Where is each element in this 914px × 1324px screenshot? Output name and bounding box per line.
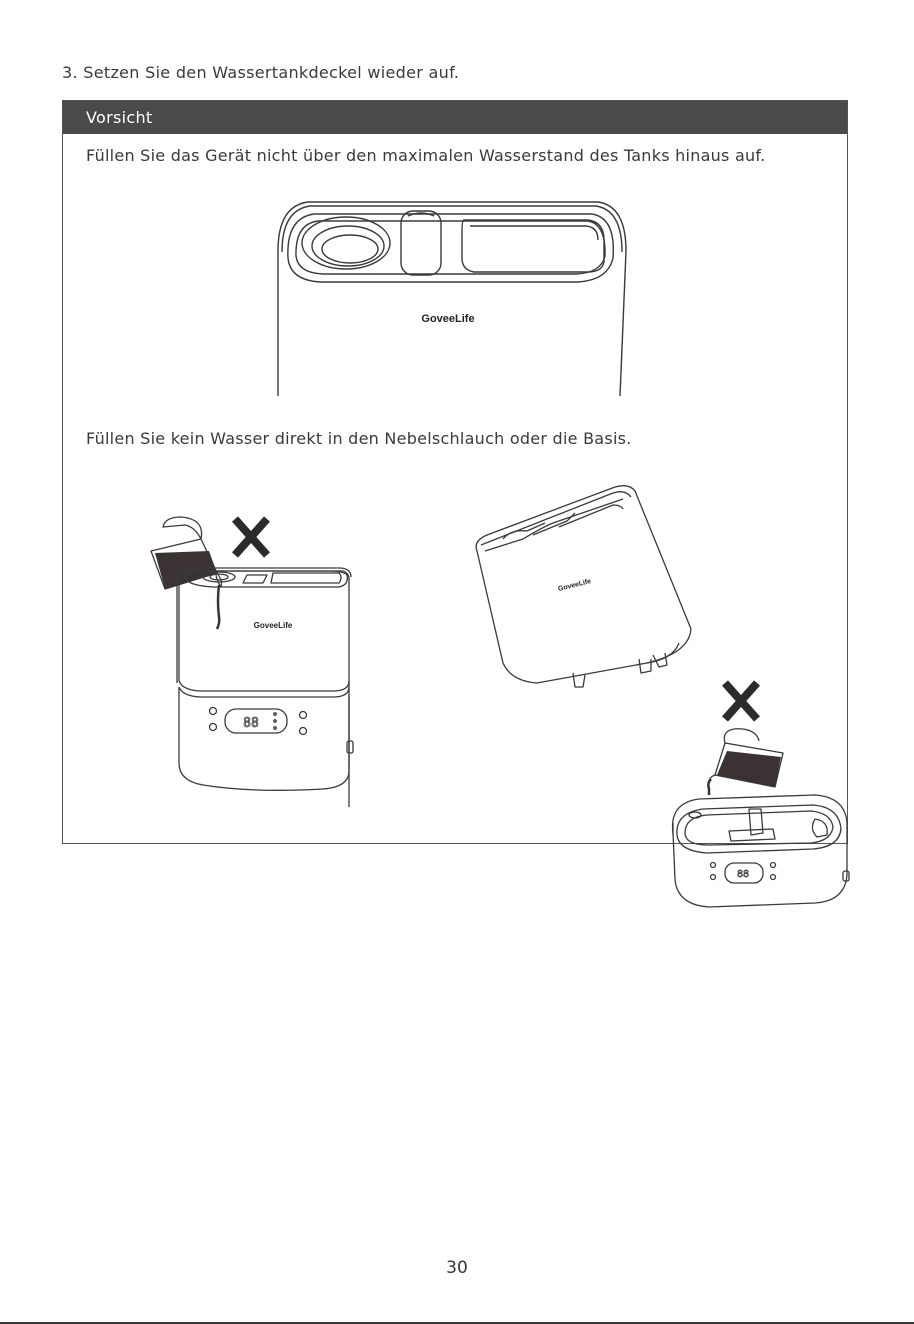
x-mark-icon — [725, 683, 757, 719]
pour-into-nozzle-illustration — [143, 511, 393, 801]
display-digits-right: 88 — [736, 869, 750, 880]
x-mark-icon — [235, 519, 267, 555]
pour-into-base-illustration — [463, 483, 793, 880]
brand-logo-right: GoveeLife — [557, 578, 592, 594]
page-number: 30 — [446, 1258, 468, 1278]
step-number: 3. — [62, 63, 78, 82]
caution-box — [62, 100, 848, 880]
caution-note-max-level: Füllen Sie das Gerät nicht über den maximalen Wasserstand des Tanks hinaus auf. — [86, 146, 766, 165]
caution-note-no-direct-fill: Füllen Sie kein Wasser direkt in den Nebelschlauch oder die Basis. — [86, 429, 632, 448]
step-text: Setzen Sie den Wassertankdeckel wieder auf. — [83, 63, 460, 82]
step-instruction — [62, 63, 459, 82]
brand-logo-top: GoveeLife — [421, 313, 475, 325]
brand-logo-left: GoveeLife — [253, 621, 293, 630]
caution-header: Vorsicht — [63, 101, 847, 134]
display-digits-left: 88 — [243, 716, 259, 731]
humidifier-top-illustration — [268, 196, 638, 401]
